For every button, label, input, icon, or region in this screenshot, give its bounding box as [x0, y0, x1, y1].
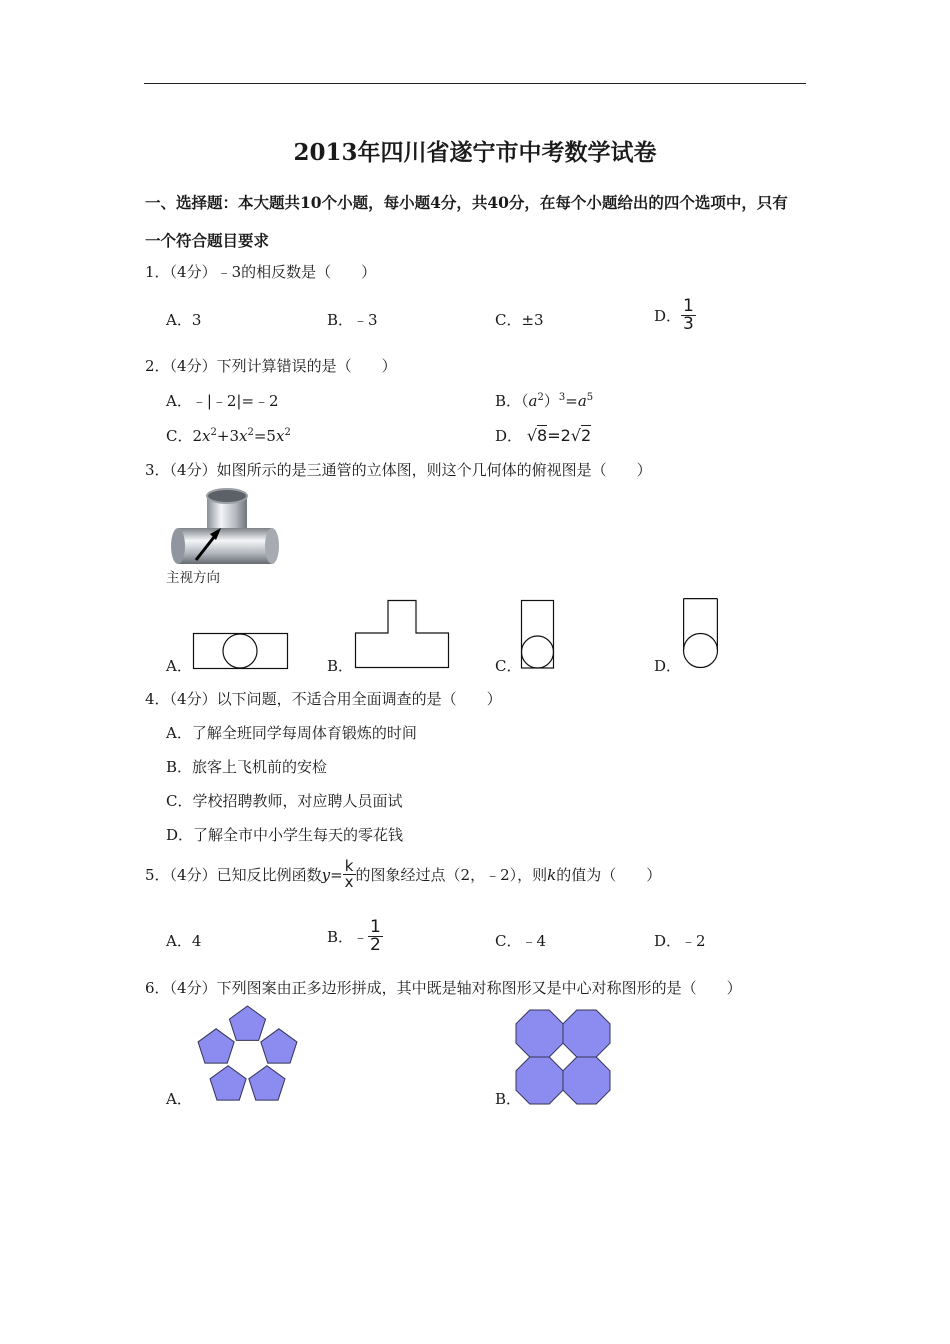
q3-option-a-label: A． [166, 657, 192, 675]
q5-b-fraction [368, 919, 383, 954]
header-rule [144, 83, 806, 84]
q2-b-base: a [528, 392, 538, 410]
q3-option-c-figure [521, 600, 555, 669]
q5-stem-numerator: k [343, 859, 356, 875]
q4-option-a: A．了解全班同学每周体育锻炼的时间 [166, 724, 417, 742]
q2-b-eq: = [565, 392, 578, 410]
q2-c-x1: x [202, 427, 211, 445]
q6-stem: 6．（4分）下列图案由正多边形拼成，其中既是轴对称图形又是中心对称图形的是（ ） [145, 979, 742, 997]
q5-stem-k: k [547, 865, 557, 884]
q2-c-x3: x [275, 427, 285, 445]
q5-stem-fraction [343, 859, 356, 890]
q2-c-x2: x [239, 427, 248, 445]
q5-option-c: C．﹣4 [495, 932, 547, 950]
octagon-tile [563, 1057, 610, 1104]
section-heading-line1: 一、选择题：本大题共10个小题，每小题4分，共40分，在每个小题给出的四个选项中，只有 [145, 193, 788, 212]
pentagon-tile [229, 1006, 265, 1040]
pentagon-tile [210, 1066, 246, 1100]
q5-stem-pre: 5．（4分）已知反比例函数 [145, 866, 322, 884]
q2-b-exp3: 5 [586, 392, 594, 403]
q2-c-eq: =5 [253, 427, 276, 445]
q2-d-label: D． [495, 427, 523, 445]
q1-d-numerator: 1 [683, 296, 694, 316]
q2-option-d [495, 425, 591, 446]
pentagon-tile [198, 1029, 234, 1063]
pentagon-tile [261, 1029, 297, 1063]
q5-stem-y: y [321, 865, 331, 884]
q4-option-b: B．旅客上飞机前的安检 [166, 758, 328, 776]
q1-option-a: A．3 [166, 311, 202, 329]
pentagon-tile [249, 1066, 285, 1100]
q3-option-d-figure [683, 598, 719, 670]
q3-option-b-label: B． [327, 657, 354, 675]
octagon-tile [563, 1010, 610, 1057]
q6-option-b-figure [516, 1010, 612, 1106]
q3-option-c-label: C． [495, 657, 522, 675]
q5-b-label: B．﹣ [327, 928, 369, 946]
q6-option-a-figure [190, 1006, 305, 1106]
q2-c-e2: 2 [247, 427, 254, 438]
q2-d-radicand-right: 2 [581, 426, 592, 445]
q1-option-b: B．﹣3 [327, 311, 378, 329]
q5-stem-eq: = [330, 865, 343, 884]
q3-option-a-figure [193, 633, 288, 669]
q4-stem: 4．（4分）以下问题，不适合用全面调查的是（ ） [145, 690, 502, 708]
q2-d-expression [527, 425, 591, 445]
section-heading-line2: 一个符合题目要求 [145, 231, 270, 250]
q2-b-paren: ） [543, 392, 559, 410]
q3-option-d-label: D． [654, 657, 682, 675]
q5-b-denominator: 2 [370, 935, 381, 955]
q5-stem-end: 的值为（ ） [556, 866, 662, 884]
q2-stem: 2．（4分）下列计算错误的是（ ） [145, 357, 397, 375]
octagon-tile [516, 1057, 563, 1104]
q3-stem: 3．（4分）如图所示的是三通管的立体图，则这个几何体的俯视图是（ ） [145, 461, 652, 479]
tee-pipe-caption: 主视方向 [166, 570, 220, 586]
q5-b-numerator: 1 [370, 917, 381, 937]
page-title: 2013年四川省遂宁市中考数学试卷 [293, 139, 657, 166]
q2-b-exp1: 2 [537, 392, 544, 403]
q1-stem: 1．（4分）﹣3的相反数是（ ） [145, 263, 377, 281]
q5-stem-denominator: x [344, 873, 354, 891]
q2-d-radicand-left: 8 [537, 426, 548, 445]
q2-c-e1: 2 [210, 427, 217, 438]
q2-b-label: B．（ [495, 392, 529, 410]
q3-option-b-figure [355, 600, 449, 668]
q2-option-b [495, 390, 593, 411]
q5-option-b [327, 919, 383, 954]
q2-option-a: A．﹣|﹣2|=﹣2 [166, 392, 279, 410]
q1-option-d-label: D． [654, 307, 682, 325]
sqrt-icon: √ [526, 426, 538, 445]
q4-option-d: D．了解全市中小学生每天的零花钱 [166, 826, 404, 844]
q2-option-c [166, 425, 291, 446]
q6-option-a-label: A． [166, 1090, 192, 1108]
q5-stem [145, 859, 661, 890]
sqrt-icon: √ [570, 426, 581, 445]
q6-option-b-label: B． [495, 1090, 522, 1108]
q1-d-denominator: 3 [683, 314, 694, 334]
q5-option-d: D．﹣2 [654, 932, 706, 950]
q5-stem-post: 的图象经过点（2，﹣2），则 [355, 866, 548, 884]
q5-option-a: A．4 [166, 932, 202, 950]
q1-option-c: C．±3 [495, 311, 544, 329]
q1-option-d [654, 298, 696, 333]
q2-c-e3: 2 [284, 427, 291, 438]
octagon-tile [516, 1010, 563, 1057]
q1-option-d-fraction [681, 298, 696, 333]
q2-c-label: C．2 [166, 427, 203, 445]
q2-b-base2: a [577, 392, 587, 410]
q4-option-c: C．学校招聘教师，对应聘人员面试 [166, 792, 403, 810]
q2-d-eq: =2 [547, 426, 571, 445]
q2-b-exp2: 3 [558, 392, 566, 403]
q2-c-plus: +3 [216, 427, 239, 445]
